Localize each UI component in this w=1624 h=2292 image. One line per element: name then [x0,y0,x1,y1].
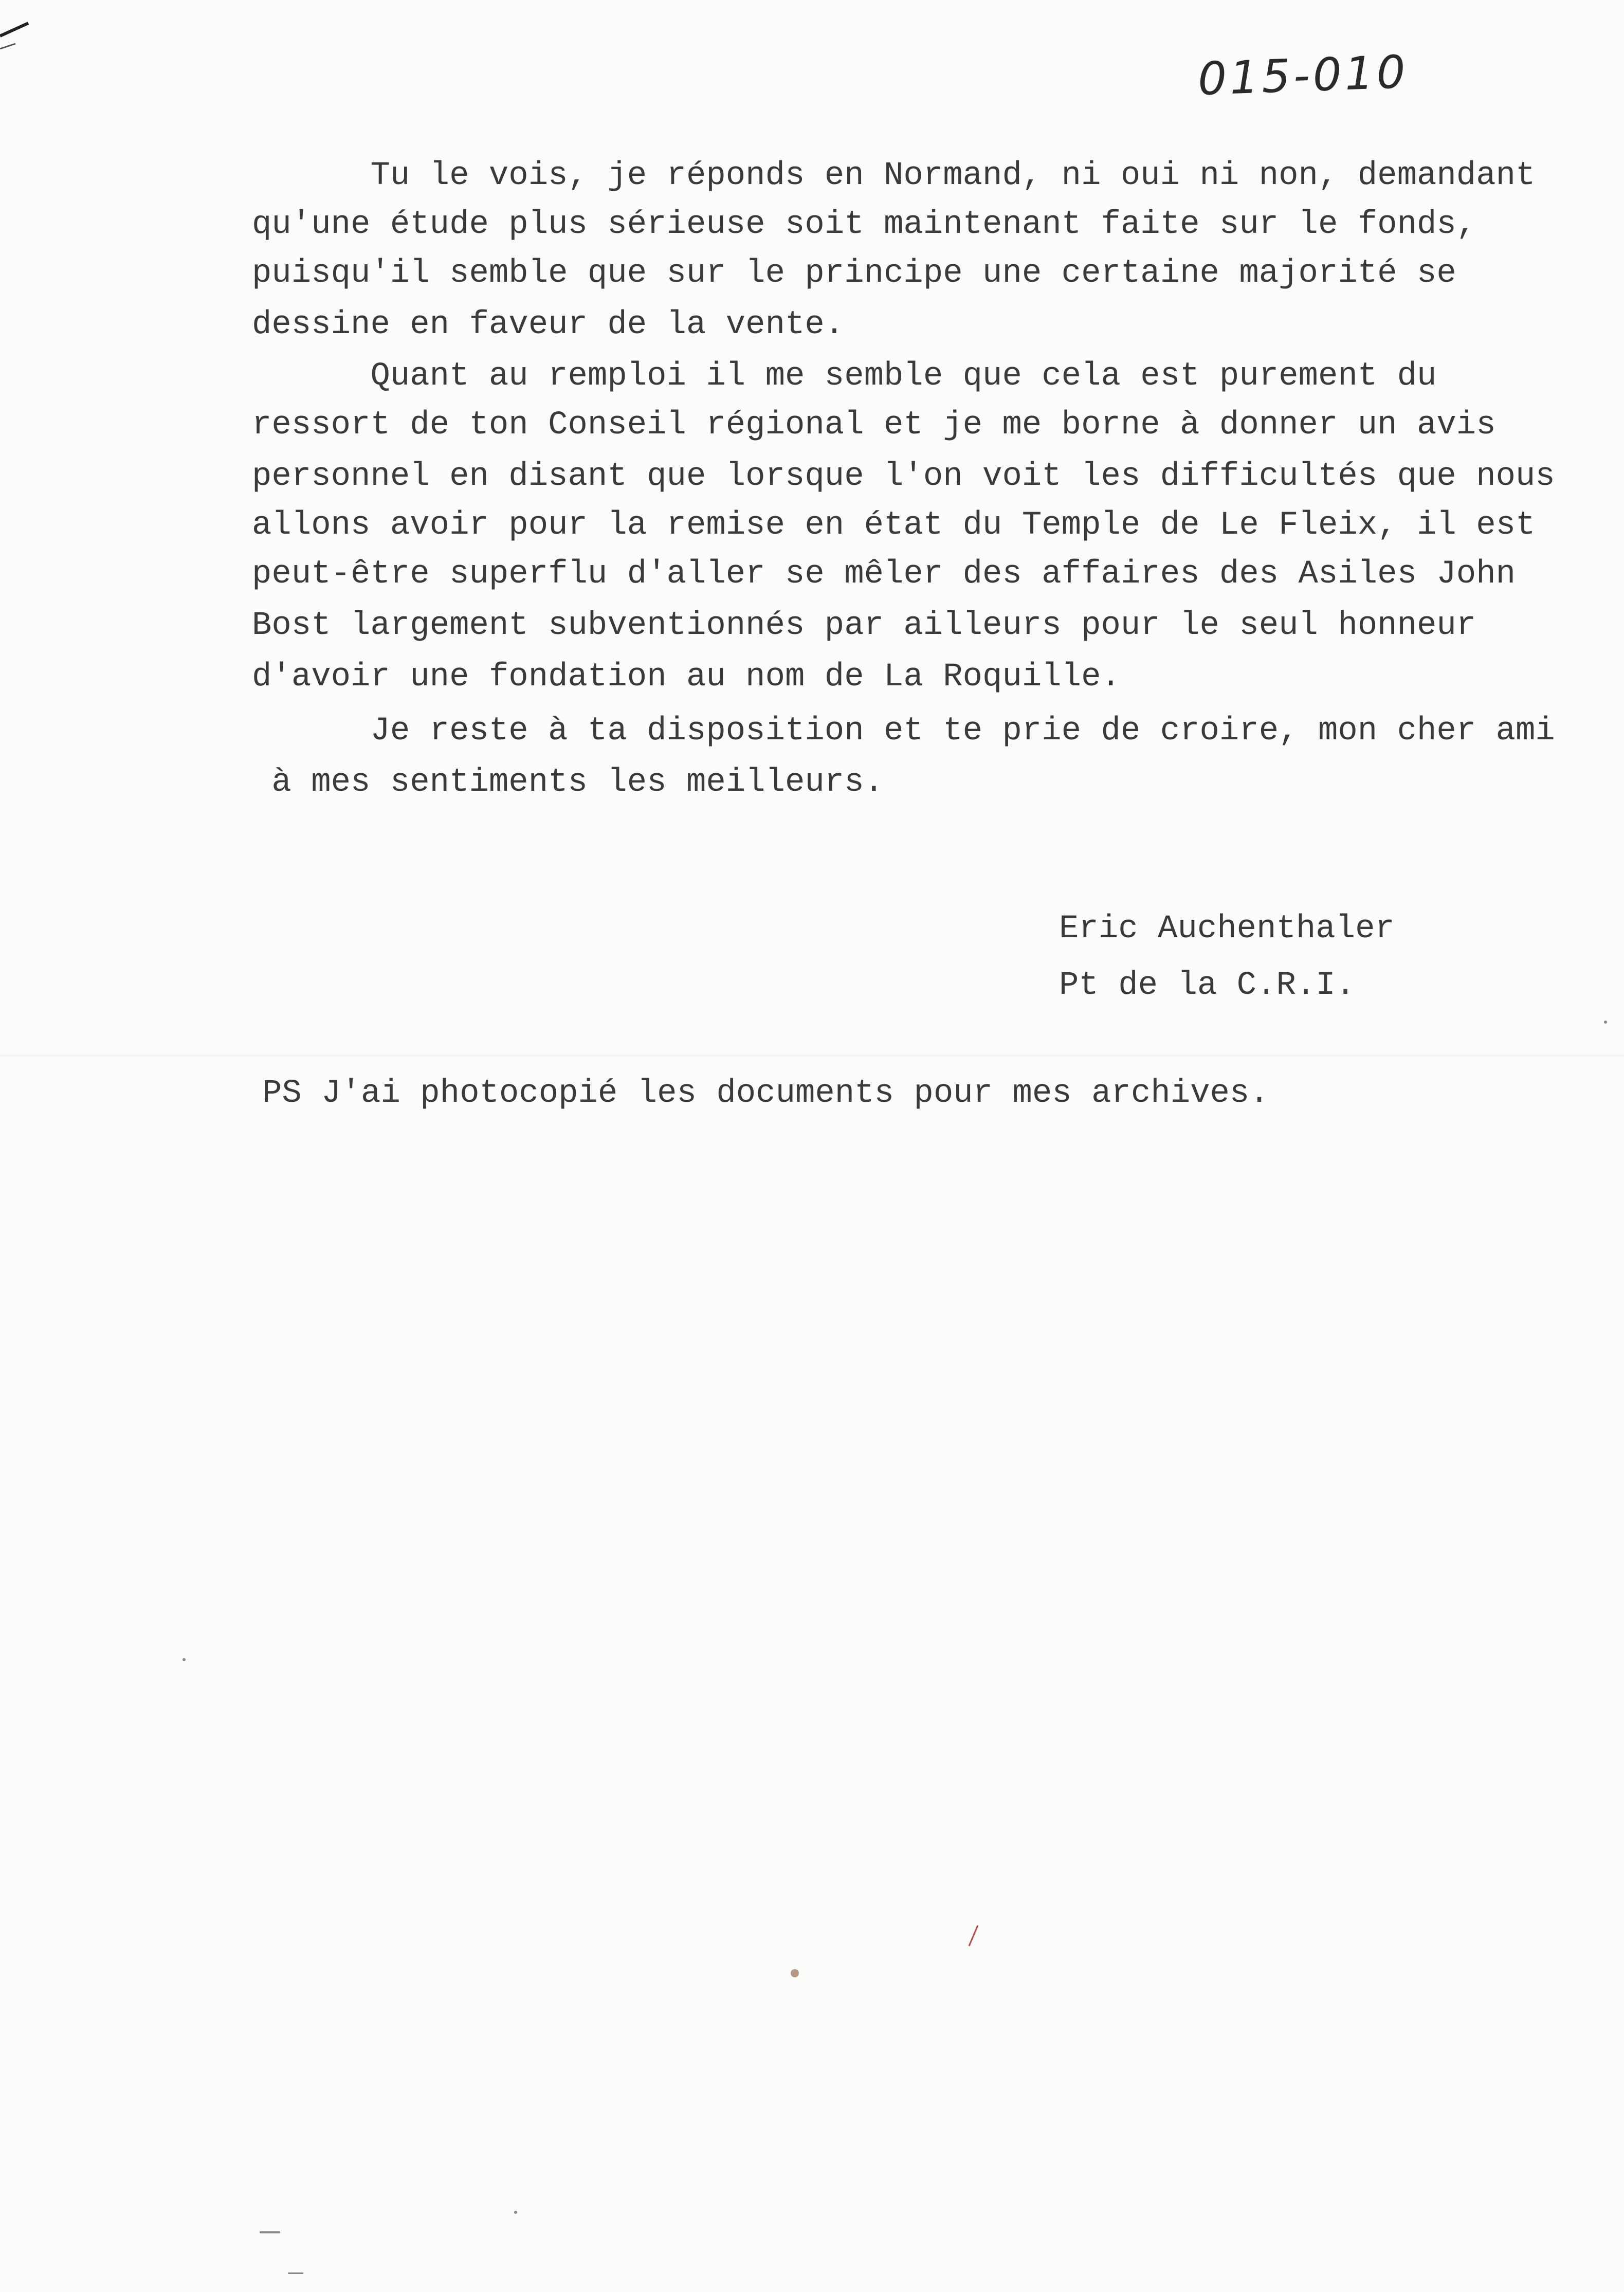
body-line: Bost largement subventionnés par ailleurs pour le seul honneur [252,607,1476,644]
paper-speck [1604,1021,1607,1024]
paper-speck [514,2211,517,2214]
body-line: puisqu'il semble que sur le principe une certaine majorité se [252,255,1456,292]
paper-speck [183,1658,186,1661]
body-line: allons avoir pour la remise en état du Temple de Le Fleix, il est [252,507,1536,544]
body-line: d'avoir une fondation au nom de La Roquille. [252,659,1121,696]
signature-title: Pt de la C.R.I. [1059,967,1356,1004]
body-line: personnel en disant que lorsque l'on voit les difficultés que nous [252,458,1555,495]
body-line: Je reste à ta disposition et te prie de croire, mon cher ami [252,713,1555,750]
body-line: ressort de ton Conseil régional et je me borne à donner un avis [252,407,1496,444]
paper-speck [260,2231,280,2233]
signature-name: Eric Auchenthaler [1059,911,1395,948]
ink-spot [791,1969,799,1977]
body-line: à mes sentiments les meilleurs. [252,764,884,801]
body-line: Quant au remploi il me semble que cela est purement du [252,358,1437,395]
postscript: PS J'ai photocopié les documents pour mes archives. [262,1075,1269,1112]
paper-speck [288,2272,303,2274]
body-line: peut-être superflu d'aller se mêler des affaires des Asiles John [252,556,1516,593]
body-line: Tu le vois, je réponds en Normand, ni oui ni non, demandant [252,157,1536,194]
body-line: qu'une étude plus sérieuse soit maintenant faite sur le fonds, [252,206,1476,243]
body-line: dessine en faveur de la vente. [252,306,845,343]
pen-mark-icon [966,1923,982,1949]
paper-fold [0,1054,1624,1057]
archive-reference: 015-010 [1197,45,1410,106]
